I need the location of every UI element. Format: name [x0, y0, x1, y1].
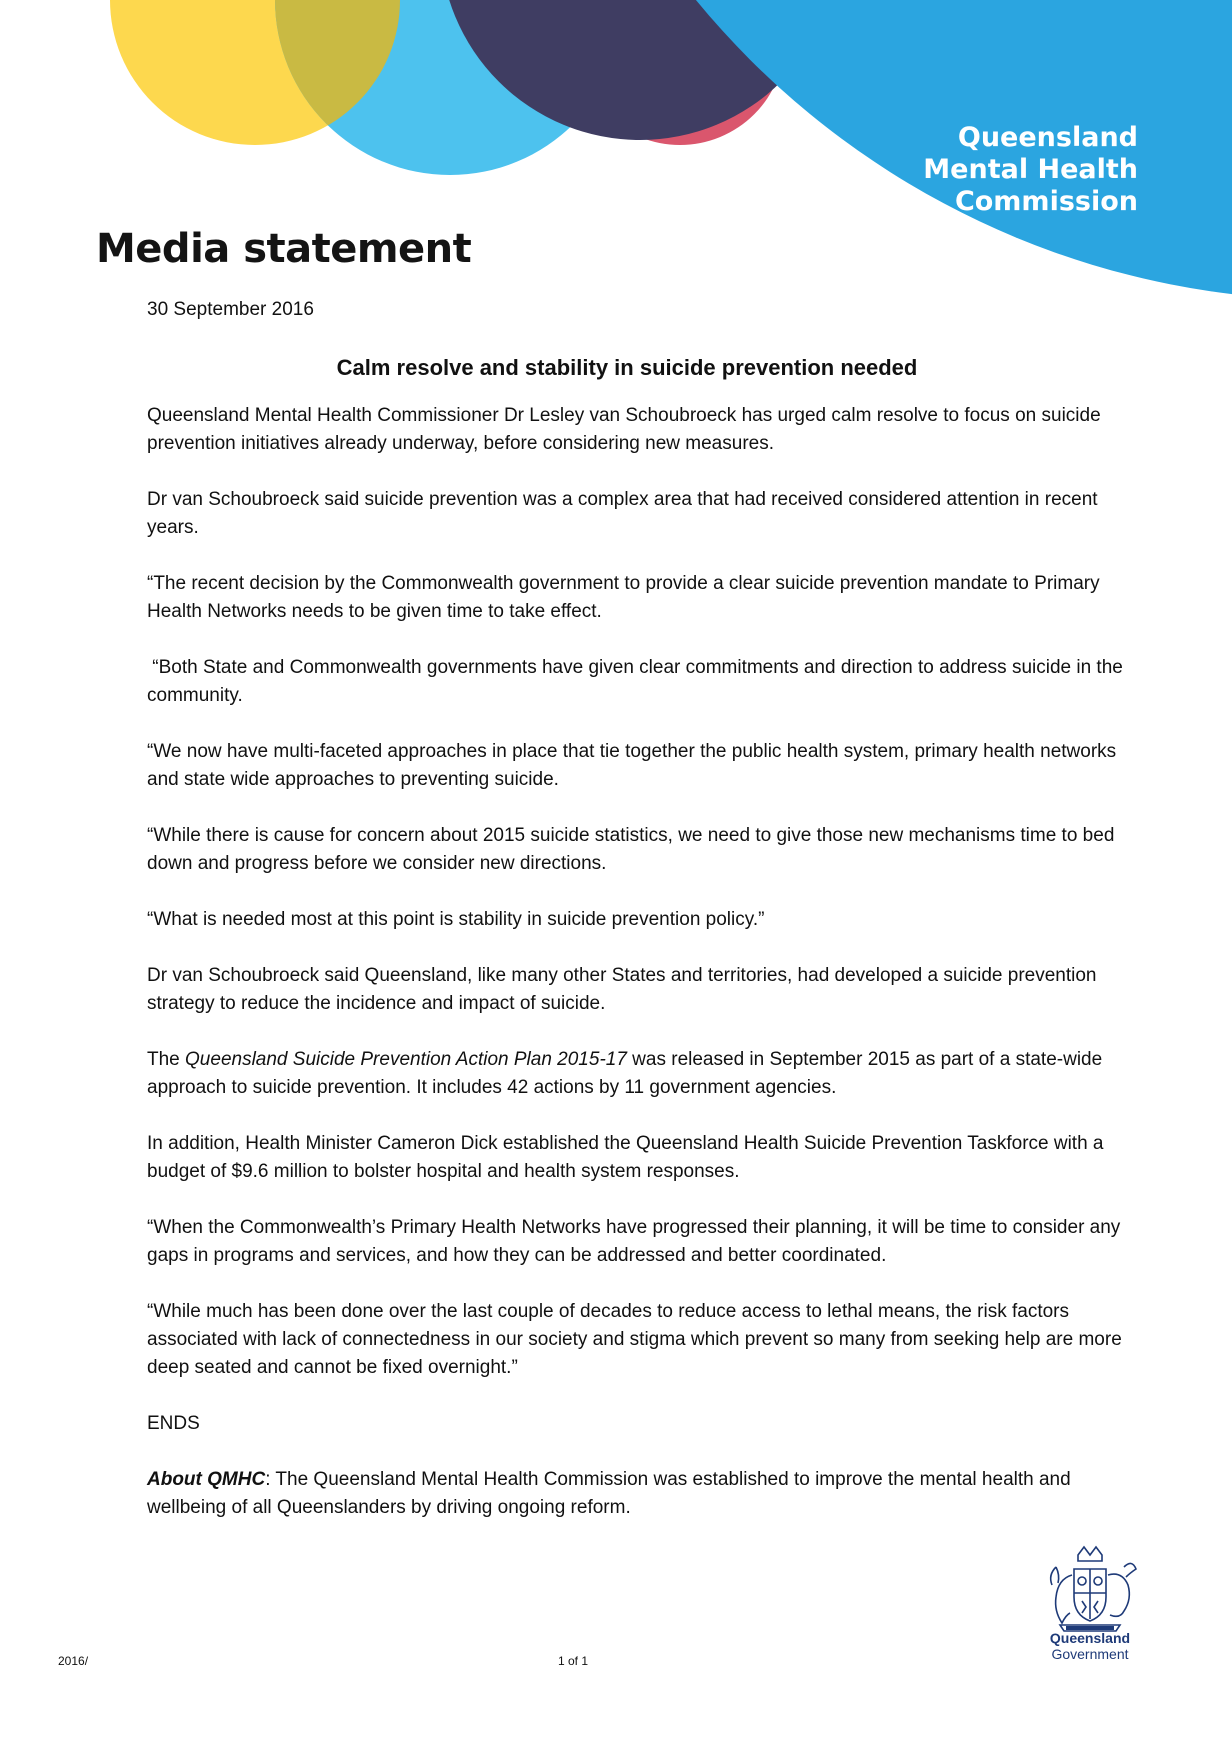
- paragraph-3: “The recent decision by the Commonwealth government to provide a clear suicide prevention mandate to Primary Health Networks needs to be given time to take effect.: [147, 573, 1100, 622]
- paragraph-4: “Both State and Commonwealth governments have given clear commitments and direction to address suicide in the community.: [147, 657, 1129, 706]
- ends-marker: ENDS: [147, 1413, 200, 1434]
- paragraph-9-prefix: The: [147, 1049, 186, 1070]
- document-type-title: Media statement: [96, 226, 472, 272]
- about-label: About QMHC: [147, 1469, 266, 1490]
- about-text: : The Queensland Mental Health Commission was established to improve the mental health and wellbeing of all Queenslanders by driving ongoing reform.: [147, 1469, 1071, 1518]
- paragraph-12: “While much has been done over the last couple of decades to reduce access to lethal means, the risk factors associated with lack of connectedness in our society and stigma which prevent so many from seeking help are more deep seated and cannot be fixed overnight.”: [147, 1301, 1122, 1378]
- paragraph-1: Queensland Mental Health Commissioner Dr Lesley van Schoubroeck has urged calm resolve to focus on suicide prevention initiatives already underway, before considering new measures.: [147, 405, 1101, 454]
- commission-logo-text: [923, 122, 1138, 218]
- paragraph-11: “When the Commonwealth’s Primary Health Networks have progressed their planning, it will be time to consider any gaps in programs and services, and how they can be addressed and better coordinated.: [147, 1217, 1121, 1266]
- release-date: 30 September 2016: [147, 299, 314, 320]
- government-line-2: Government: [1051, 1646, 1129, 1662]
- headline: Calm resolve and stability in suicide prevention needed: [336, 355, 918, 380]
- paragraph-9: [147, 1046, 1127, 1102]
- paragraph-10: In addition, Health Minister Cameron Dick established the Queensland Health Suicide Prevention Taskforce with a budget of $9.6 million to bolster hospital and health system responses.: [147, 1133, 1104, 1182]
- commission-line-2: Mental Health: [923, 154, 1138, 185]
- commission-line-3: Commission: [954, 186, 1138, 217]
- statement-content: [147, 296, 1127, 1522]
- page-number: 1 of 1: [558, 1654, 589, 1668]
- about-section: [147, 1466, 1127, 1522]
- footer-reference: 2016/: [58, 1654, 89, 1668]
- action-plan-title: Queensland Suicide Prevention Action Plan 2015-17: [185, 1049, 627, 1070]
- government-logo-text: [1040, 1630, 1140, 1662]
- paragraph-5: “We now have multi-faceted approaches in place that tie together the public health system, primary health networks and state wide approaches to preventing suicide.: [147, 741, 1117, 790]
- paragraph-6: “While there is cause for concern about 2015 suicide statistics, we need to give those new mechanisms time to bed down and progress before we consider new directions.: [147, 825, 1115, 874]
- paragraph-8: Dr van Schoubroeck said Queensland, like many other States and territories, had developed a suicide prevention strategy to reduce the incidence and impact of suicide.: [147, 965, 1097, 1014]
- paragraph-2: Dr van Schoubroeck said suicide prevention was a complex area that had received considered attention in recent years.: [147, 489, 1098, 538]
- paragraph-9-suffix: was released in September 2015 as part of a state-wide approach to suicide prevention. It includes 42 actions by 11 government agencies.: [147, 1049, 1103, 1098]
- paragraph-7: “What is needed most at this point is stability in suicide prevention policy.”: [147, 909, 765, 930]
- government-line-1: Queensland: [1049, 1630, 1131, 1646]
- commission-line-1: Queensland: [957, 122, 1138, 153]
